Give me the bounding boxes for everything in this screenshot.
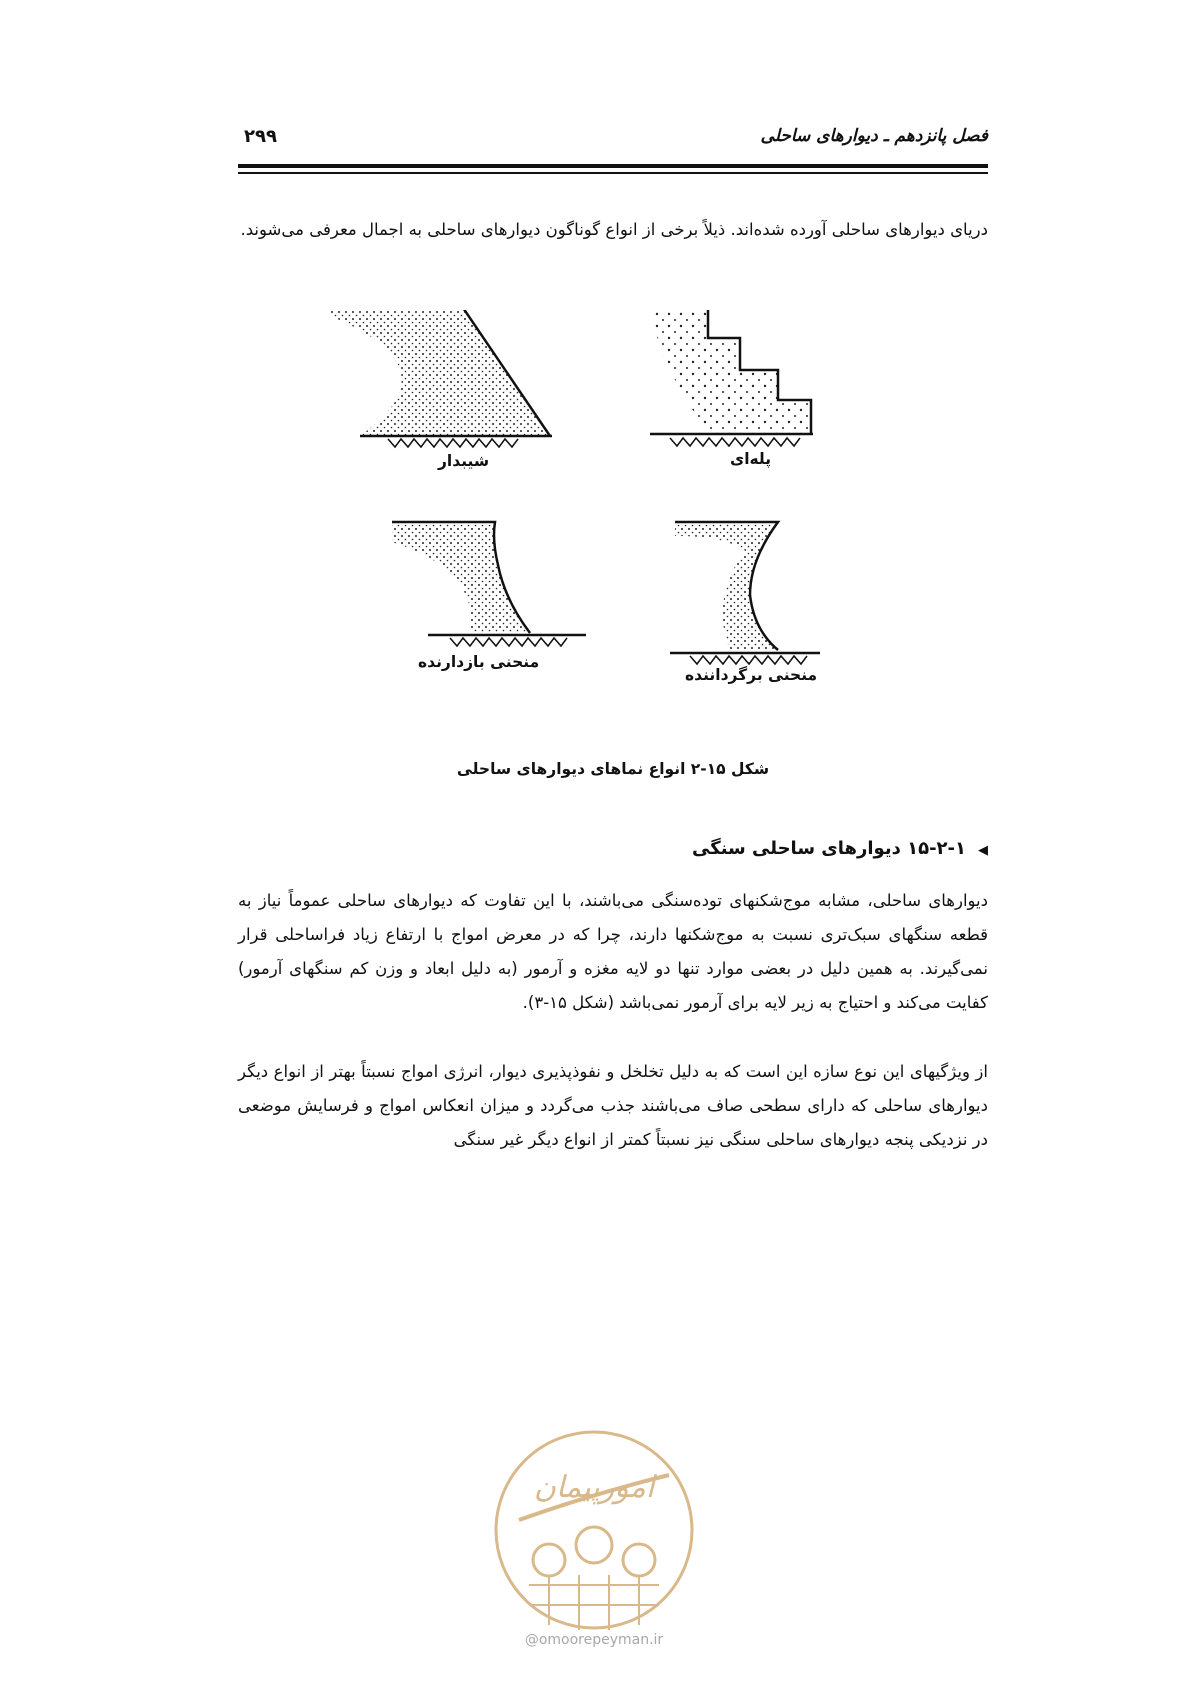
page-header bbox=[238, 126, 988, 156]
logo-wordmark: امورپیمان bbox=[533, 1470, 655, 1505]
stepped-wall-profile bbox=[648, 310, 813, 446]
label-curved-recurved: منحنی برگرداننده bbox=[685, 666, 818, 684]
running-title: فصل پانزدهم ـ دیوارهای ساحلی bbox=[760, 126, 988, 146]
section-heading bbox=[692, 838, 988, 859]
header-rule-thin bbox=[238, 172, 988, 174]
page-number: ۲۹۹ bbox=[244, 126, 277, 147]
figure-caption: شکل ۱۵-۲ انواع نماهای دیوارهای ساحلی bbox=[456, 760, 770, 778]
intro-paragraph: دریای دیوارهای ساحلی آورده شده‌اند. ذیلاً برخی از انواع گوناگون دیوارهای ساحلی به اجمال معرفی می‌شوند. bbox=[240, 220, 988, 239]
label-curved-resisting: منحنی بازدارنده bbox=[418, 653, 540, 671]
seawall-profiles-drawing bbox=[330, 310, 910, 750]
omoorepeyman-logo-icon bbox=[489, 1425, 699, 1635]
curved-recurved-wall-profile bbox=[670, 522, 820, 664]
seawall-types-figure bbox=[330, 310, 910, 750]
paragraph-1: دیوارهای ساحلی، مشابه موج‌شکنهای توده‌سنگی می‌باشند، با این تفاوت که دیوارهای ساحلی عموماً نیاز به قطعه سنگهای سبک‌تری نسبت به موج‌شکنها دارند، چرا که در معرض امواج با ارتفاع زیاد فراساحلی قرار نمی‌گیرند. به همین دلیل در بعضی موارد تنها دو لایه مغزه و آرمور (به دلیل ابعاد و وزن کم سنگهای آرمور) کفایت می‌کند و احتیاج به زیر لایه برای آرمور نمی‌باشد (شکل ۱۵-۳). bbox=[238, 891, 988, 1012]
section-heading-text: ۱۵-۲-۱ دیوارهای ساحلی سنگی bbox=[692, 838, 966, 859]
label-stepped: پله‌ای bbox=[730, 450, 772, 468]
label-sloped: شیبدار bbox=[438, 452, 490, 470]
curved-resisting-wall-profile bbox=[392, 522, 586, 646]
watermark-url: @omoorepeyman.ir bbox=[524, 1632, 664, 1648]
watermark-logo bbox=[489, 1425, 699, 1635]
header-rule-thick bbox=[238, 164, 988, 168]
paragraph-2: از ویژگیهای این نوع سازه این است که به دلیل تخلخل و نفوذپذیری دیوار، انرژی امواج نسبتاً بهتر از انواع دیگر دیوارهای ساحلی که دارای سطحی صاف می‌باشند جذب می‌گردد و میزان انعکاس امواج و فرسایش موضعی در نزدیکی پنجه دیوارهای ساحلی سنگی نیز نسبتاً کمتر از انواع دیگر غیر سنگی bbox=[238, 1062, 988, 1149]
section-bullet-icon: ◀ bbox=[978, 843, 988, 858]
sloped-wall-profile bbox=[330, 310, 552, 447]
